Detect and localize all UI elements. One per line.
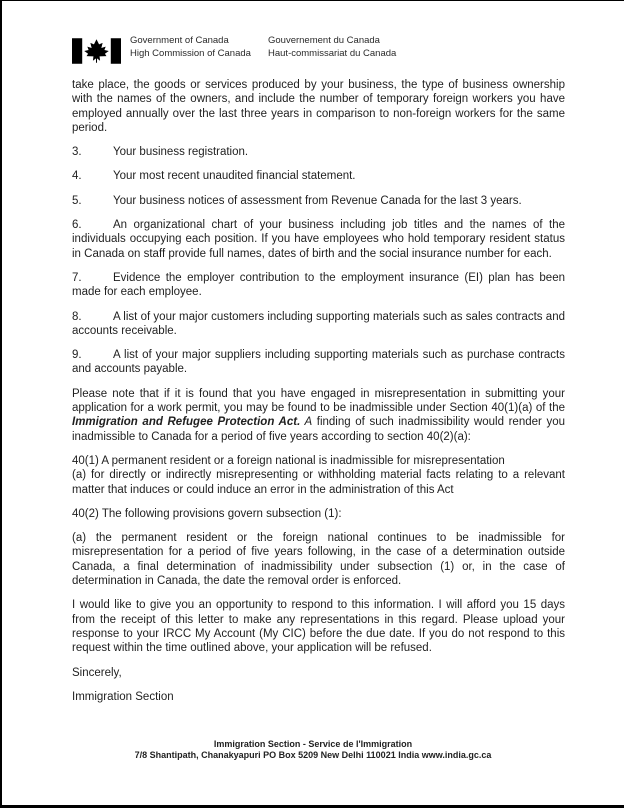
dept-fr-line2: Haut-commissariat du Canada (268, 47, 397, 59)
letter-footer (2, 739, 624, 760)
dept-fr-line1: Gouvernement du Canada (268, 35, 380, 46)
response-instructions-paragraph: I would like to give you an opportunity to respond to this information. I will afford you 15 days from the receipt of this letter to make any representations in this regard. Please upload your response to your IRCC My Account (My CIC) before the due date. If you do not respond to this request within the time outlined above, your application will be refused. (72, 599, 565, 655)
misrep-part2: finding of such inadmissibility would render you inadmissible to Canada for a period of five years according to section 40(2)(a): (72, 416, 565, 443)
s40-1-line1: 40(1) A permanent resident or a foreign national is inadmissible for misrepresentation (72, 454, 505, 467)
section-40-1-quote (72, 454, 565, 497)
item-text: An organizational chart of your business including job titles and the names of the individuals occupying each position. If you have employees who hold temporary resident status in Canada on staff provide full names, dates of birth and the social insurance number for each. (72, 219, 565, 260)
section-40-2-intro: 40(2) The following provisions govern subsection (1): (72, 507, 342, 520)
item-text: Your business registration. (113, 146, 249, 159)
item-text: Your business notices of assessment from Revenue Canada for the last 3 years. (113, 194, 522, 207)
s40-1-clause-a: (a) for directly or indirectly misrepresenting or withholding material facts relating to a relevant matter that induces or could induce an error in the administration of this Act (72, 469, 565, 496)
section-40-2-clause-a: (a) the permanent resident or the foreign national continues to be inadmissible for misrepresentation for a period of five years following, in the case of a determination outside Canada, a final determination of inadmissibility under subsection (1) or, in the case of determination in Canada, the date the removal order is enforced. (72, 532, 565, 588)
misrep-part1: Please note that if it is found that you have engaged in misrepresentation in submitting your application for a work permit, you may be found to be inadmissible under Section 40(1)(a) of the (72, 387, 565, 415)
item-text: A list of your major suppliers including supporting materials such as purchase contracts and accounts payable. (72, 349, 565, 376)
item-number: 9. (72, 349, 82, 362)
item-number: 7. (72, 271, 82, 284)
footer-address: 7/8 Shantipath, Chanakyapuri PO Box 5209 New Delhi 110021 India www.india.gc.ca (134, 749, 492, 760)
item-text: A list of your major customers including supporting materials such as sales contracts and accounts receivable. (72, 310, 565, 337)
closing-salutation: Sincerely, (72, 666, 122, 679)
item-text: Your most recent unaudited financial statement. (113, 170, 356, 183)
act-title: Immigration and Refugee Protection Act. (72, 416, 301, 429)
list-item-5 (72, 194, 565, 208)
department-name-french (268, 35, 396, 60)
list-item-8 (72, 310, 565, 339)
item-number: 6. (72, 219, 82, 232)
dept-en-line1: Government of Canada (130, 35, 229, 46)
dept-en-line2: High Commission of Canada (130, 47, 251, 59)
canada-flag-icon (72, 38, 121, 64)
list-item-7 (72, 271, 565, 300)
signature-block: Immigration Section (72, 690, 174, 703)
list-item-9 (72, 348, 565, 377)
department-name-english (130, 35, 268, 60)
footer-office-name: Immigration Section - Service de l'Immigration (213, 739, 413, 749)
list-item-3 (72, 145, 565, 159)
intro-continuation-paragraph: take place, the goods or services produced by your business, the type of business ownership with the names of the owners, and include the number of temporary foreign workers you have employed annually over the last three years in comparison to non-foreign workers for the same period. (72, 79, 565, 134)
list-item-4 (72, 169, 565, 183)
item-number: 3. (72, 146, 82, 159)
list-item-6 (72, 218, 565, 261)
item-number: 8. (72, 310, 82, 323)
misrep-italic-a: A (300, 416, 313, 429)
misrepresentation-notice-paragraph (72, 387, 565, 444)
letterhead (72, 35, 565, 64)
letter-content (72, 78, 565, 704)
item-number: 4. (72, 170, 82, 183)
item-text: Evidence the employer contribution to the employment insurance (EI) plan has been made for each employee. (72, 271, 565, 299)
item-number: 5. (72, 194, 82, 207)
